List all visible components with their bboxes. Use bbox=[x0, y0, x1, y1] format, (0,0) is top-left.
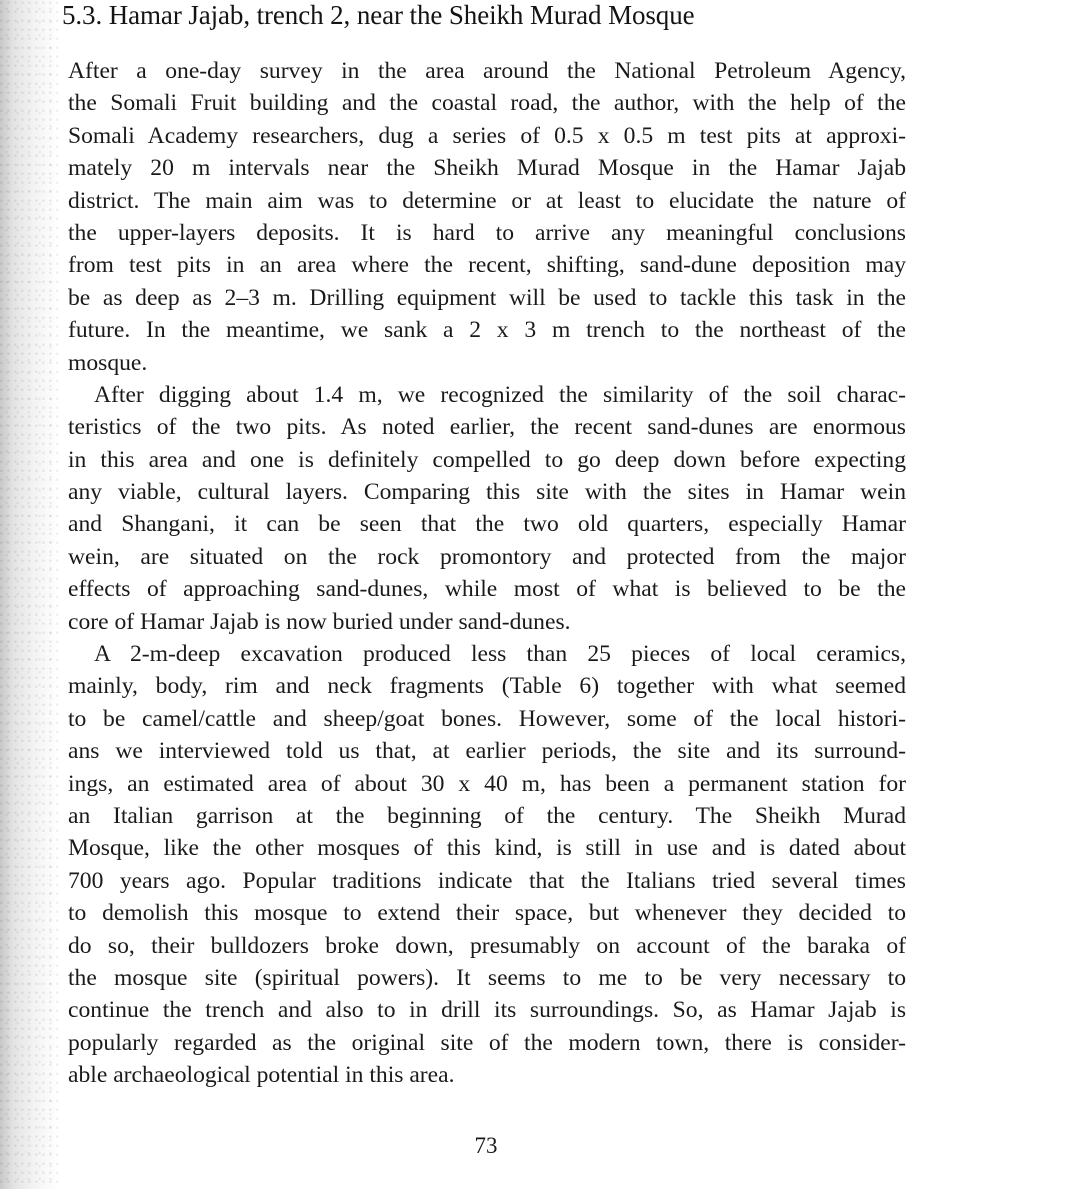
paragraph-3-line: A 2-m-deep excavation produced less than 25 pieces of local ceramics, bbox=[94, 641, 906, 668]
paragraph-3-line: 700 years ago. Popular traditions indicate that the Italians tried several times bbox=[68, 867, 906, 894]
paragraph-2-line: any viable, cultural layers. Comparing this site with the sites in Hamar wein bbox=[68, 479, 906, 506]
paragraph-3-line: ans we interviewed told us that, at earlier periods, the site and its surround- bbox=[68, 738, 906, 765]
paragraph-3-line: ings, an estimated area of about 30 x 40 m, has been a permanent station for bbox=[68, 770, 906, 797]
paragraph-2-line: and Shangani, it can be seen that the two old quarters, especially Hamar bbox=[68, 511, 906, 538]
paragraph-1-line: from test pits in an area where the recent, shifting, sand-dune deposition may bbox=[68, 252, 906, 279]
section-heading: 5.3. Hamar Jajab, trench 2, near the Sheikh Murad Mosque bbox=[62, 0, 695, 30]
paragraph-2-line: effects of approaching sand-dunes, while most of what is believed to be the bbox=[68, 576, 906, 603]
paragraph-1-line: future. In the meantime, we sank a 2 x 3 m trench to the northeast of the bbox=[68, 317, 906, 344]
paragraph-2-line: in this area and one is definitely compelled to go deep down before expecting bbox=[68, 446, 906, 473]
body-text bbox=[68, 55, 906, 1092]
paragraph-3-line: the mosque site (spiritual powers). It seems to me to be very necessary to bbox=[68, 964, 906, 991]
paragraph-3-line: to be camel/cattle and sheep/goat bones. However, some of the local histori- bbox=[68, 705, 906, 732]
paragraph-1-line: the Somali Fruit building and the coastal road, the author, with the help of the bbox=[68, 90, 906, 117]
paragraph-3-line: mainly, body, rim and neck fragments (Table 6) together with what seemed bbox=[68, 673, 906, 700]
paragraph-1-line: mosque. bbox=[68, 349, 148, 376]
paragraph-3-line: Mosque, like the other mosques of this kind, is still in use and is dated about bbox=[68, 835, 906, 862]
page-number: 73 bbox=[474, 1133, 498, 1158]
paragraph-1-line: be as deep as 2–3 m. Drilling equipment will be used to tackle this task in the bbox=[68, 284, 906, 311]
paragraph-3-line: continue the trench and also to in drill its surroundings. So, as Hamar Jajab is bbox=[68, 997, 906, 1024]
paragraph-1-line: the upper-layers deposits. It is hard to arrive any meaningful conclusions bbox=[68, 219, 906, 246]
paragraph-3-line: able archaeological potential in this area. bbox=[68, 1062, 455, 1089]
paragraph-2-line: wein, are situated on the rock promontory and protected from the major bbox=[68, 543, 906, 570]
paragraph-3-line: do so, their bulldozers broke down, presumably on account of the baraka of bbox=[68, 932, 906, 959]
paragraph-1-line: After a one-day survey in the area around the National Petroleum Agency, bbox=[68, 58, 906, 84]
paragraph-1-line: district. The main aim was to determine or at least to elucidate the nature of bbox=[68, 187, 906, 214]
paragraph-2-line: core of Hamar Jajab is now buried under sand-dunes. bbox=[68, 608, 571, 635]
paragraph-3-line: an Italian garrison at the beginning of the century. The Sheikh Murad bbox=[68, 802, 906, 829]
paragraph-1-line: mately 20 m intervals near the Sheikh Murad Mosque in the Hamar Jajab bbox=[68, 155, 906, 182]
paragraph-3-line: popularly regarded as the original site of the modern town, there is consider- bbox=[68, 1029, 906, 1056]
paragraph-2-line: After digging about 1.4 m, we recognized the similarity of the soil charac- bbox=[94, 381, 906, 408]
paragraph-2-line: teristics of the two pits. As noted earlier, the recent sand-dunes are enormous bbox=[68, 414, 906, 441]
paragraph-3-line: to demolish this mosque to extend their space, but whenever they decided to bbox=[68, 900, 906, 927]
paragraph-1-line: Somali Academy researchers, dug a series of 0.5 x 0.5 m test pits at approxi- bbox=[68, 122, 906, 149]
